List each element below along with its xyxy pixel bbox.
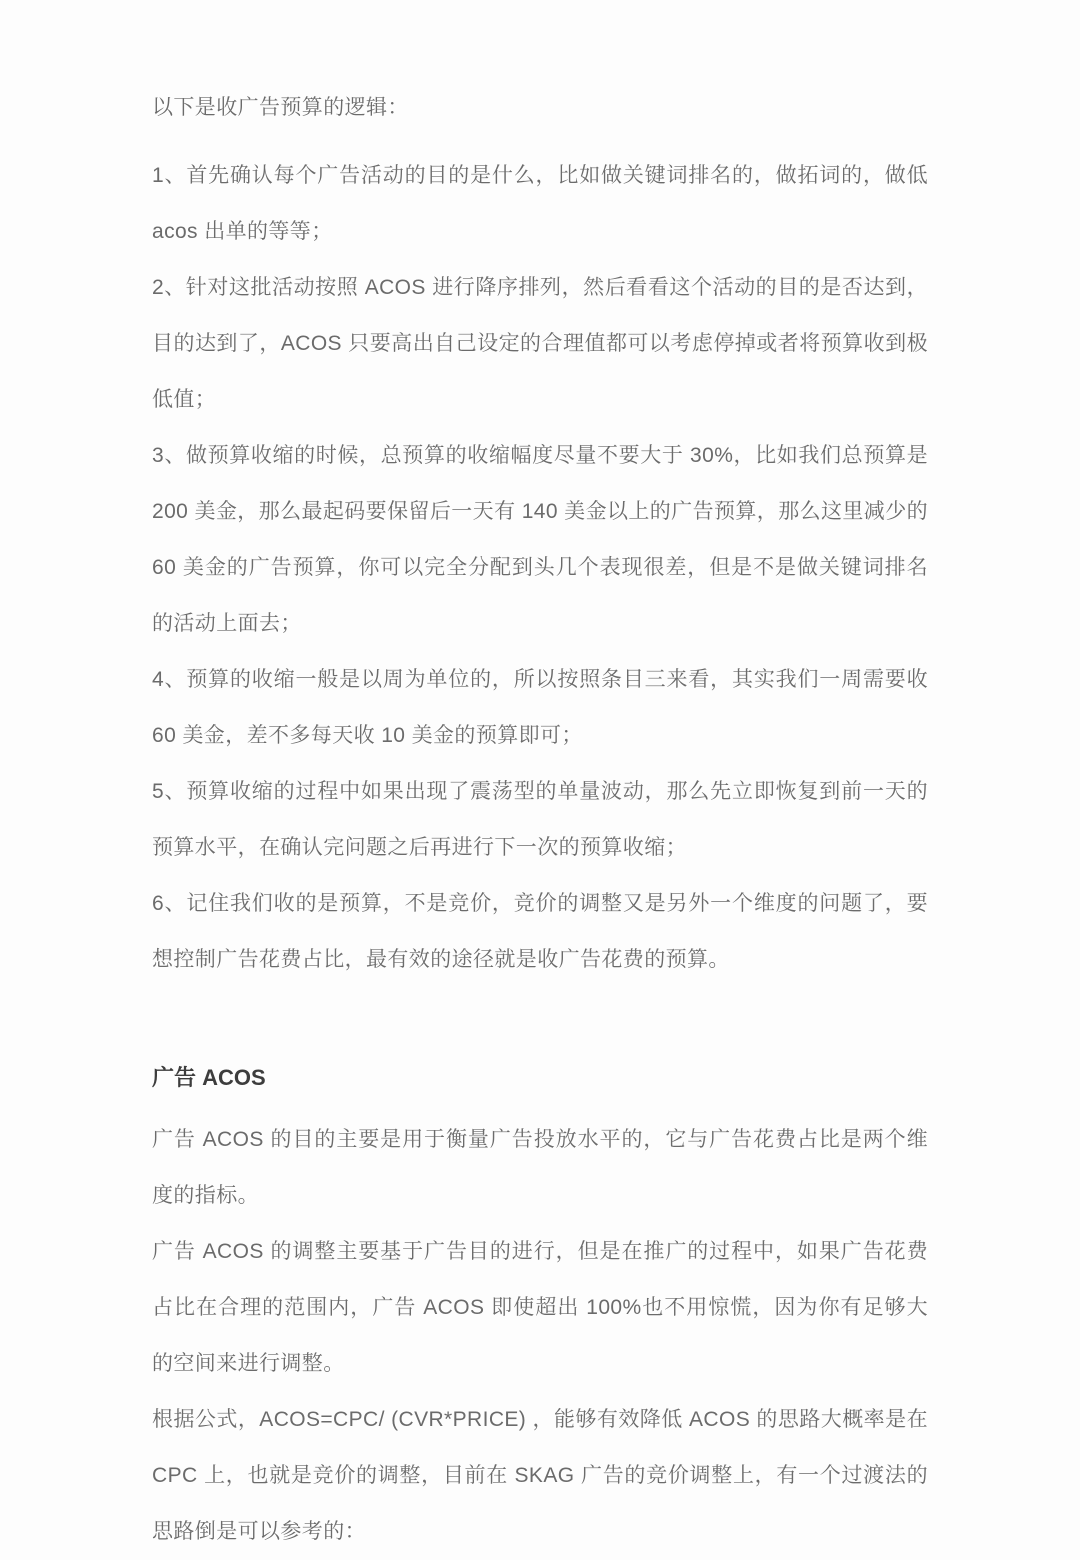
budget-point-2: 2、针对这批活动按照 ACOS 进行降序排列，然后看看这个活动的目的是否达到，目的达到了，ACOS 只要高出自己设定的合理值都可以考虑停掉或者将预算收到极低值； [152, 276, 928, 411]
acos-paragraph-1: 广告 ACOS 的目的主要是用于衡量广告投放水平的，它与广告花费占比是两个维度的指标。 [152, 1128, 928, 1207]
section-heading-acos: 广告 ACOS [152, 1065, 266, 1090]
budget-point-1: 1、首先确认每个广告活动的目的是什么，比如做关键词排名的，做拓词的，做低 acos 出单的等等； [152, 164, 928, 243]
budget-point-6: 6、记住我们收的是预算，不是竞价，竞价的调整又是另外一个维度的问题了，要想控制广告花费占比，最有效的途径就是收广告花费的预算。 [152, 892, 928, 971]
acos-paragraph-3: 根据公式，ACOS=CPC/ (CVR*PRICE) ，能够有效降低 ACOS 的思路大概率是在 CPC 上，也就是竞价的调整，目前在 SKAG 广告的竞价调整上，有一个过渡法的思路倒是可以参考的： [152, 1408, 928, 1543]
budget-point-5: 5、预算收缩的过程中如果出现了震荡型的单量波动，那么先立即恢复到前一天的预算水平，在确认完问题之后再进行下一次的预算收缩； [152, 780, 928, 859]
budget-point-3: 3、做预算收缩的时候，总预算的收缩幅度尽量不要大于 30%，比如我们总预算是 200 美金，那么最起码要保留后一天有 140 美金以上的广告预算，那么这里减少的 60 美金的广告预算，你可以完全分配到头几个表现很差，但是不是做关键词排名的活动上面去； [152, 444, 928, 635]
acos-paragraph-2: 广告 ACOS 的调整主要基于广告目的进行，但是在推广的过程中，如果广告花费占比在合理的范围内，广告 ACOS 即使超出 100%也不用惊慌，因为你有足够大的空间来进行调整。 [152, 1240, 928, 1375]
intro-line: 以下是收广告预算的逻辑： [152, 96, 409, 119]
budget-point-4: 4、预算的收缩一般是以周为单位的，所以按照条目三来看，其实我们一周需要收 60 美金，差不多每天收 10 美金的预算即可； [152, 668, 928, 747]
